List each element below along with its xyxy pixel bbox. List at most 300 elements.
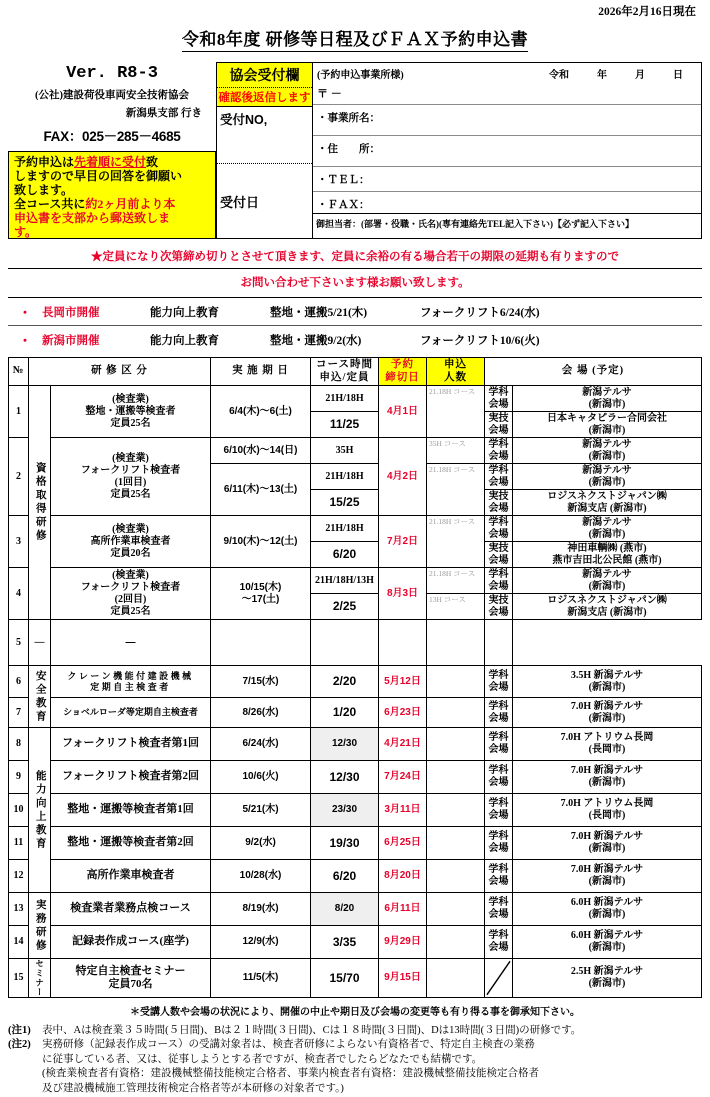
course-period: 6/24(水) [211, 728, 311, 761]
venue-sub-text: (新潟市) [588, 528, 626, 540]
row-no: 14 [9, 926, 29, 959]
year-label: 年 [597, 70, 607, 81]
application-count-input[interactable] [427, 827, 485, 860]
course-period: 6/10(水)～14(日) [211, 438, 311, 464]
venue-label: 実技 会場 [485, 594, 513, 620]
row-no: 10 [9, 794, 29, 827]
application-count-input[interactable] [427, 860, 485, 893]
course-tag: 21.18H コース [429, 465, 476, 474]
course-hours: 21H/18H/13H [311, 568, 379, 594]
row-no: 4 [9, 568, 29, 620]
table-row [9, 698, 702, 728]
venue-name [513, 542, 702, 568]
course-name: 整地・運搬等検査者第2回 [51, 827, 211, 860]
footnote-1 [8, 1024, 702, 1038]
reception-title: 協会受付欄 [217, 63, 312, 88]
application-count-input[interactable] [427, 794, 485, 827]
course-name-l1: (検査業) [112, 452, 149, 464]
venue-name [485, 620, 513, 666]
row-no: 6 [9, 666, 29, 698]
venue-sub-text: (新潟市) [588, 424, 626, 436]
application-count-input[interactable] [427, 893, 485, 926]
course-period: 9/2(水) [211, 827, 311, 860]
application-count-input[interactable] [427, 386, 485, 438]
venue-sub-text: (新潟市) [588, 942, 626, 953]
venue-label: 学科 会場 [485, 666, 513, 698]
announcement-kind: 能力向上教育 [150, 306, 219, 319]
diagonal-strike-icon [485, 959, 512, 997]
applicant-column [312, 62, 702, 239]
course-deadline: 9月29日 [379, 926, 427, 959]
course-hours: 1/20 [311, 698, 379, 728]
venue-label: 学科 会場 [485, 926, 513, 959]
course-deadline: 6月25日 [379, 827, 427, 860]
venue-name-text: 7.0H 新潟テルサ [570, 765, 644, 776]
application-count-input[interactable] [427, 594, 485, 620]
course-period: 6/4(木)～6(土) [211, 386, 311, 438]
table-row [9, 893, 702, 926]
th-hours-l2: 申込/定員 [319, 371, 370, 383]
course-applied-capacity: 11/25 [311, 412, 379, 438]
category-group-shikaku [29, 386, 51, 620]
venue-label: 学科 会場 [485, 464, 513, 490]
row-no: 12 [9, 860, 29, 893]
course-deadline: 6月11日 [379, 893, 427, 926]
course-name-l2: 高所作業車検査者 [90, 535, 171, 547]
day-label: 日 [673, 70, 683, 81]
venue-label: 実技 会場 [485, 412, 513, 438]
announcement-row-nagaoka [8, 298, 702, 325]
venue-label: 学科 会場 [485, 794, 513, 827]
footnote-2-text-l3: (検査業検査者有資格：建設機械整備技能検定合格者、事業内検査者有資格：建設機械整備技能検定合格者 [42, 1068, 539, 1080]
row-no: 3 [9, 516, 29, 568]
venue-sub-text: (新潟市) [588, 978, 626, 989]
venue-name-text: 7.0H 新潟テルサ [570, 864, 644, 875]
yellow-note-l4b: 約2ヶ月前より本 [85, 197, 176, 212]
course-hours: 21H/18H [311, 386, 379, 412]
venue-label: 学科 会場 [485, 728, 513, 761]
course-name-l2: フォークリフト検査者 [80, 464, 181, 476]
category-group-label: 実務研修 [34, 898, 46, 953]
course-tag: 21.18H コース [429, 569, 476, 578]
association-name: (公社)建設荷役車両安全技術協会 [35, 90, 189, 101]
row-no: 1 [9, 386, 29, 438]
venue-name-text: 6.0H 新潟テルサ [570, 930, 644, 941]
course-name-l4: 定員25名 [110, 605, 151, 617]
course-applied-capacity: 2/25 [311, 594, 379, 620]
venue-name-text: 2.5H 新潟テルサ [570, 966, 644, 977]
footnote-1-tag: (注1) [8, 1025, 31, 1036]
contact-person-field[interactable]: 御担当者：(部署・役職・氏名)(専有連絡先TEL記入下さい)【必ず記入下さい】 [316, 219, 634, 229]
course-hours: 35H [311, 438, 379, 464]
venue-name [513, 794, 702, 827]
table-row [9, 516, 702, 542]
venue-name [513, 860, 702, 893]
venue-name [513, 516, 702, 542]
course-name-l1: (検査業) [112, 569, 149, 581]
venue-label: 学科 会場 [485, 893, 513, 926]
row-no: 13 [9, 893, 29, 926]
venue-name [513, 412, 702, 438]
venue-sub-text: (新潟市) [588, 712, 626, 724]
th-count-l1: 申込 [444, 358, 467, 370]
reception-number-field[interactable]: 受付NO, [217, 107, 312, 164]
th-category: 研 修 区 分 [29, 358, 211, 386]
course-name: ― [29, 620, 51, 666]
footnotes-block [8, 1024, 702, 1096]
announcement-kind: 能力向上教育 [150, 334, 219, 347]
venue-name-text: 新潟テルサ [582, 568, 632, 580]
course-name [51, 386, 211, 438]
venue-label [427, 620, 485, 666]
yellow-note-l1b: 先着順に受付 [74, 155, 147, 169]
th-deadline-l1: 予約 [391, 358, 414, 370]
course-period: 10/6(火) [211, 761, 311, 794]
table-row [9, 761, 702, 794]
fax-number: FAX：025－285－4685 [43, 129, 181, 144]
row-no: 11 [9, 827, 29, 860]
table-row [9, 926, 702, 959]
sender-block [8, 62, 216, 239]
yellow-note-l5: 申込書を支部から郵送致しま [14, 211, 171, 226]
venue-name [513, 926, 702, 959]
footnote-2-text-l4: 及び建設機械施工管理技術検定合格者等が本研修の対象者です。) [42, 1082, 344, 1094]
venue-name-text: 新潟テルサ [582, 386, 632, 398]
announcement-course-1: 整地・運搬9/2(水) [270, 334, 362, 347]
application-count-input[interactable] [427, 728, 485, 761]
announcement-course-2: フォークリフト10/6(火) [420, 334, 540, 347]
course-deadline: 3月11日 [379, 794, 427, 827]
venue-label: 実技 会場 [485, 542, 513, 568]
venue-name-text: ロジスネクストジャパン㈱ [547, 594, 667, 606]
course-name: フォークリフト検査者第1回 [51, 728, 211, 761]
date-entry-row [549, 66, 697, 81]
venue-label: 学科 会場 [485, 568, 513, 594]
table-row [9, 728, 702, 761]
category-group-anzen [29, 666, 51, 728]
yellow-note-l6: す。 [14, 225, 38, 240]
venue-name [513, 568, 702, 594]
course-deadline: 5月12日 [379, 666, 427, 698]
venue-name-text: ロジスネクストジャパン㈱ [547, 490, 667, 502]
course-applied-capacity: 6/20 [311, 542, 379, 568]
course-name: フォークリフト検査者第2回 [51, 761, 211, 794]
yellow-note-l4a: 全コース共に [14, 197, 86, 212]
venue-name [513, 959, 702, 998]
table-row [9, 860, 702, 893]
course-name-l3: 定員25名 [110, 417, 151, 429]
venue-sub-text: (新潟市) [588, 843, 626, 854]
course-deadline: 6月23日 [379, 698, 427, 728]
venue-sub-text: (新潟市) [588, 580, 626, 592]
venue-name [513, 761, 702, 794]
course-name-l3: (1回目) [114, 476, 147, 488]
table-row [9, 568, 702, 594]
application-count-input[interactable] [427, 438, 485, 464]
th-count-l2: 人数 [444, 371, 467, 383]
course-name-l4: 定員25名 [110, 488, 151, 500]
course-hours: 19/30 [311, 827, 379, 860]
footnote-1-text: 表中、Aは検査業３５時間(５日間)、Bは２１時間(３日間)、Cは１８時間(３日間)、Dは13時間(３日間)の研修です。 [42, 1025, 582, 1036]
footnote-2-text-l1: 実務研修（記録表作成コース）の受講対象者は、検査者研修によらない有資格者で、特定自主検査の業務 [42, 1039, 535, 1051]
course-hours: 2/20 [311, 666, 379, 698]
venue-name [513, 698, 702, 728]
reception-reply-note: 確認後返信します [217, 88, 312, 107]
th-deadline-l2: 締切日 [385, 371, 420, 383]
venue-sub-text: (新潟市) [588, 777, 626, 788]
th-period: 実 施 期 日 [211, 358, 311, 386]
course-name [51, 438, 211, 516]
reception-column [216, 62, 312, 239]
venue-name [513, 438, 702, 464]
course-name-l1: (検査業) [112, 393, 149, 405]
category-group-seminar [29, 959, 51, 998]
course-name-l1: (検査業) [112, 523, 149, 535]
venue-sub-text: (新潟市) [588, 450, 626, 462]
th-venue: 会 場 (予定) [485, 358, 702, 386]
application-count-input[interactable] [427, 464, 485, 516]
course-hours: 21H/18H [311, 516, 379, 542]
course-period: 5/21(木) [211, 794, 311, 827]
era-label: 令和 [549, 70, 569, 81]
course-name: 検査業者業務点検コース [51, 893, 211, 926]
th-deadline [379, 358, 427, 386]
notice-line-2: お問い合わせ下さいます様お願い致します。 [240, 277, 470, 289]
notice-line-1: ★定員になり次第締め切りとさせて頂きます、定員に余裕の有る場合若干の期限の延期も有りますので [90, 251, 620, 263]
category-group-label: 安全教育 [34, 669, 46, 724]
course-hours: 12/30 [311, 728, 379, 761]
page-title: 令和8年度 研修等日程及びＦＡＸ予約申込書 [182, 25, 528, 52]
venue-label: 学科 会場 [485, 698, 513, 728]
course-period: 11/5(木) [211, 959, 311, 998]
course-hours: 3/35 [311, 926, 379, 959]
yellow-note-l1c: 致 [146, 155, 159, 169]
yellow-note-l1a: 予約申込は [14, 155, 75, 169]
venue-label: 学科 会場 [485, 386, 513, 412]
venue-sub-text: (新潟市) [588, 876, 626, 887]
course-period-l2: ～17(土) [241, 593, 280, 605]
application-count-input[interactable] [427, 959, 485, 998]
category-group-label: 能力向上教育 [34, 769, 46, 851]
course-hours: 8/20 [311, 893, 379, 926]
table-row [9, 666, 702, 698]
course-tag: 35H コース [429, 439, 466, 448]
venue-label: 学科 会場 [485, 516, 513, 542]
venue-sub-text: 新潟支店 (新潟市) [567, 502, 647, 514]
yellow-note-l2: しますので早目の回答を御願い [14, 169, 183, 184]
reception-date-field[interactable]: 受付日 [220, 194, 260, 210]
category-group-label: 資格取得研修 [34, 462, 46, 543]
course-name: クレーン機能付建設機械 定期自主検査者 [51, 666, 211, 698]
course-name-l2: 整地・運搬等検査者 [85, 405, 176, 417]
venue-name-text: 7.0H アトリウム長岡 [560, 798, 654, 809]
venue-name [513, 827, 702, 860]
course-deadline: 7月24日 [379, 761, 427, 794]
category-group-label: セミナー [34, 959, 45, 997]
category-group-noryoku [29, 728, 51, 893]
tel-field[interactable]: ・ＴＥＬ： [313, 167, 701, 192]
table-row [9, 794, 702, 827]
course-hours: 21H/18H [311, 464, 379, 490]
category-group-jitsumu [29, 893, 51, 959]
month-label: 月 [635, 70, 645, 81]
announcement-city: 長岡市開催 [42, 306, 100, 319]
application-count-input[interactable] [427, 698, 485, 728]
venue-label-struck [485, 959, 513, 998]
row-no: 2 [9, 438, 29, 516]
venue-sub-text: (新潟市) [588, 476, 626, 488]
venue-name-text: 7.0H 新潟テルサ [570, 700, 644, 712]
course-deadline: 4月2日 [379, 438, 427, 516]
course-deadline: 8月20日 [379, 860, 427, 893]
course-deadline: 4月21日 [379, 728, 427, 761]
venue-name-text: 新潟テルサ [582, 438, 632, 450]
course-name-l2: フォークリフト検査者 [80, 581, 181, 593]
course-hours [211, 620, 311, 666]
fax-field[interactable]: ・ＦＡＸ： [313, 192, 701, 214]
announcement-row-niigata [8, 326, 702, 353]
venue-name-text: 新潟テルサ [582, 516, 632, 528]
venue-label: 学科 会場 [485, 860, 513, 893]
course-deadline: 7月2日 [379, 516, 427, 568]
venue-name-text: 3.5H 新潟テルサ [570, 669, 644, 681]
applicant-caption: (予約申込事業所様) [317, 70, 404, 81]
document-date: 2026年2月16日現在 [598, 6, 696, 18]
th-hours-l1: コース時間 [316, 358, 373, 370]
bullet-icon: ・ [18, 305, 32, 320]
th-no: № [9, 358, 29, 386]
venue-name [513, 386, 702, 412]
course-period: ― [51, 620, 211, 666]
office-name-field[interactable]: ・事業所名： [313, 105, 701, 136]
course-period: 8/19(水) [211, 893, 311, 926]
venue-name [513, 666, 702, 698]
yellow-note-l3: 致します。 [14, 183, 74, 198]
course-period: 12/9(水) [211, 926, 311, 959]
course-applied-capacity: 15/25 [311, 490, 379, 516]
course-period: 10/28(水) [211, 860, 311, 893]
venue-sub-text: 燕市吉田北公民館 (燕市) [552, 554, 662, 566]
course-name [51, 516, 211, 568]
notice-divider [8, 268, 702, 269]
venue-name [513, 464, 702, 490]
course-name: ショベルローダ等定期自主検査者 [51, 698, 211, 728]
venue-sub-text: (長岡市) [588, 744, 626, 755]
course-name: 高所作業車検査者 [51, 860, 211, 893]
row-no: 9 [9, 761, 29, 794]
venue-name-text: 7.0H アトリウム長岡 [560, 732, 654, 743]
course-deadline: 9月15日 [379, 959, 427, 998]
course-period: 8/26(水) [211, 698, 311, 728]
schedule-table [8, 357, 702, 998]
branch-name: 新潟県支部 行き [125, 108, 202, 119]
course-period: 7/15(水) [211, 666, 311, 698]
venue-name [513, 490, 702, 516]
venue-label: 学科 会場 [485, 827, 513, 860]
table-row [9, 386, 702, 412]
venue-name-text: 6.0H 新潟テルサ [570, 897, 644, 908]
table-header-row [9, 358, 702, 386]
application-count-input[interactable] [427, 516, 485, 568]
announcement-course-1: 整地・運搬5/21(木) [270, 306, 368, 319]
course-name: 整地・運搬等検査者第1回 [51, 794, 211, 827]
bullet-icon: ・ [18, 333, 32, 348]
application-count-input[interactable] [427, 568, 485, 594]
header-block [8, 62, 702, 239]
yellow-notice-box [8, 151, 216, 239]
course-name [51, 568, 211, 620]
row-no: 7 [9, 698, 29, 728]
course-tag: 13H コース [429, 595, 466, 604]
course-deadline: 4月1日 [379, 386, 427, 438]
footnote-2-tag: (注2) [8, 1039, 31, 1051]
row-no: 8 [9, 728, 29, 761]
venue-label: 実技 会場 [485, 490, 513, 516]
venue-sub-text: (長岡市) [588, 810, 626, 821]
venue-name [513, 594, 702, 620]
zip-field[interactable]: 〒 － [313, 85, 701, 105]
venue-name [513, 728, 702, 761]
venue-sub-text: (新潟市) [588, 398, 626, 410]
table-row [9, 438, 702, 464]
course-name-l3: 定員20名 [110, 547, 151, 559]
footnote-2 [8, 1038, 702, 1052]
applicant-caption-row [313, 63, 701, 85]
announcement-city: 新潟市開催 [42, 334, 100, 347]
application-count-input[interactable] [427, 761, 485, 794]
venue-name-text: 7.0H 新潟テルサ [570, 831, 644, 842]
venue-sub-text: (新潟市) [588, 681, 626, 693]
course-name: 特定自主検査セミナー 定員70名 [51, 959, 211, 998]
footnote-2-text-l2: に従事している者、又は、従事しようとする者ですが、検査者でしたらどなたでも結構です。 [42, 1053, 483, 1065]
title-container [8, 25, 702, 52]
venue-name-text: 新潟テルサ [582, 464, 632, 476]
course-hours: 23/30 [311, 794, 379, 827]
table-row [9, 620, 702, 666]
venue-name-text: 神田車輌㈱ (燕市) [567, 542, 647, 554]
address-field[interactable]: ・住 所： [313, 136, 701, 167]
application-count-input[interactable] [379, 620, 427, 666]
course-deadline: 8月3日 [379, 568, 427, 620]
venue-label: 学科 会場 [485, 761, 513, 794]
announcement-course-2: フォークリフト6/24(水) [420, 306, 540, 319]
application-count-input[interactable] [427, 666, 485, 698]
course-hours: 15/70 [311, 959, 379, 998]
row-no: 15 [9, 959, 29, 998]
course-name: 記録表作成コース(座学) [51, 926, 211, 959]
venue-name-text: 日本キャタピラー合同会社 [547, 412, 667, 424]
course-period: 6/11(木)～13(土) [211, 464, 311, 516]
th-hours [311, 358, 379, 386]
version-label: Ver. R8-3 [66, 64, 158, 83]
course-period [211, 568, 311, 620]
course-deadline [311, 620, 379, 666]
venue-label: 学科 会場 [485, 438, 513, 464]
footnote-star: ＊受講人数や会場の状況により、開催の中止や期日及び会場の変更等も有り得る事を御承知下さい。 [130, 1007, 580, 1018]
course-hours: 12/30 [311, 761, 379, 794]
venue-name [513, 893, 702, 926]
th-count [427, 358, 485, 386]
course-tag: 21.18H コース [429, 517, 476, 526]
table-row [9, 827, 702, 860]
course-tag: 21.18H コース [429, 387, 476, 396]
row-no: 5 [9, 620, 29, 666]
course-name-l3: (2回目) [114, 593, 147, 605]
course-period-l1: 10/15(木) [239, 581, 282, 593]
application-count-input[interactable] [427, 926, 485, 959]
venue-sub-text: (新潟市) [588, 909, 626, 920]
venue-sub-text: 新潟支店 (新潟市) [567, 606, 647, 618]
